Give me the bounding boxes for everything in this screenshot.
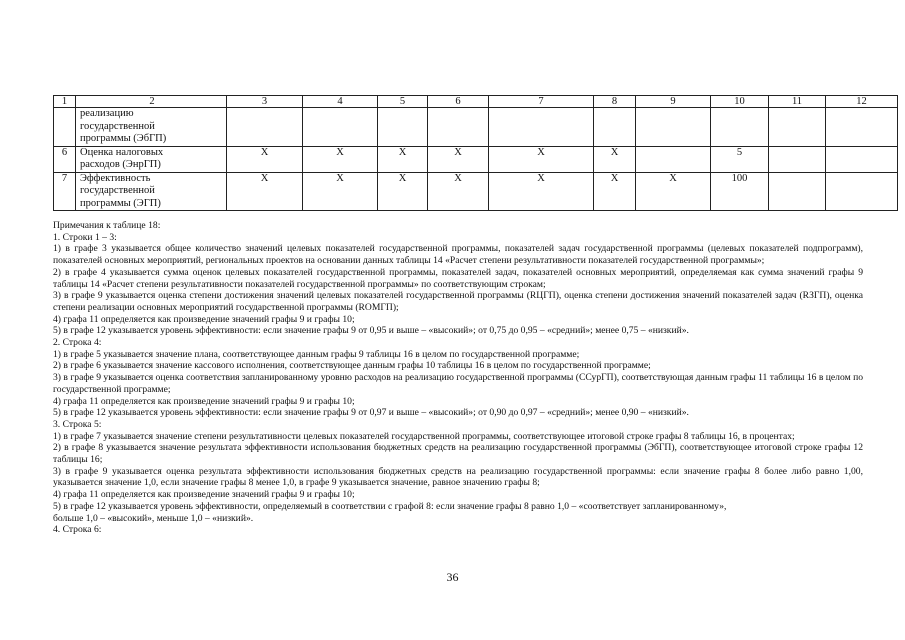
table-cell: X bbox=[303, 146, 378, 172]
table-cell bbox=[769, 172, 826, 211]
indicator-name-line: реализацию bbox=[80, 108, 134, 119]
table-cell: X bbox=[636, 172, 711, 211]
table-cell: X bbox=[303, 172, 378, 211]
table-cell bbox=[378, 108, 428, 147]
note-line: 4) графа 11 определяется как произведение значений графы 9 и графы 10; bbox=[53, 313, 355, 325]
note-line: 3) в графе 9 указывается оценка степени достижения значений целевых показателей государственной программы (RЦГП), оценка степени достижения значений показателей задач (RЗГП), оценка степени реализации основных мероприятий государственной программы (RОМГП); bbox=[53, 290, 863, 313]
row-number bbox=[54, 108, 76, 147]
table-header-row bbox=[54, 96, 898, 108]
column-header-7: 7 bbox=[489, 96, 594, 108]
column-header-1: 1 bbox=[54, 96, 76, 108]
table-cell: X bbox=[489, 146, 594, 172]
column-header-3: 3 bbox=[227, 96, 303, 108]
column-header-8: 8 bbox=[594, 96, 636, 108]
table-notes bbox=[53, 220, 863, 536]
indicator-name-line: расходов (ЭнрГП) bbox=[80, 159, 161, 170]
table-cell: X bbox=[378, 146, 428, 172]
column-header-4: 4 bbox=[303, 96, 378, 108]
note-line: 2) в графе 4 указывается сумма оценок целевых показателей государственной программы, показателей задач, показателей основных мероприятий, определяемая как сумма значений графы 9 таблицы 14 «Расчет степени результативности показателей государственной программы» по соответствующим строкам; bbox=[53, 266, 863, 290]
table-cell bbox=[227, 108, 303, 147]
table-cell bbox=[826, 146, 898, 172]
note-line: 3. Строка 5: bbox=[53, 418, 102, 430]
note-line: 3) в графе 9 указывается оценка результата эффективности использования бюджетных средств на реализацию государственной программы: если значение графы 8 более либо равно 1,00, указывается значение 1,0, если значение графы 8 менее 1,0, в графе 9 указывается значение, равное значению графы 8; bbox=[53, 465, 863, 489]
indicator-name-line: государственной bbox=[80, 185, 155, 196]
note-line: 2) в графе 6 указывается значение кассового исполнения, соответствующее данным графы 10 таблицы 16 в целом по государственной программе; bbox=[53, 360, 651, 372]
indicator-name bbox=[76, 146, 227, 172]
indicator-name-line: Эффективность bbox=[80, 172, 151, 184]
table-cell: X bbox=[489, 172, 594, 211]
row-number: 6 bbox=[54, 146, 76, 172]
table-cell bbox=[769, 108, 826, 147]
table-cell bbox=[428, 108, 489, 147]
table-cell bbox=[303, 108, 378, 147]
table-row bbox=[54, 146, 898, 172]
column-header-11: 11 bbox=[769, 96, 826, 108]
table-cell: X bbox=[227, 146, 303, 172]
note-line: 2. Строка 4: bbox=[53, 337, 102, 349]
table-cell bbox=[636, 108, 711, 147]
table-cell: X bbox=[594, 146, 636, 172]
column-header-9: 9 bbox=[636, 96, 711, 108]
note-line: 5) в графе 12 указывается уровень эффективности: если значение графы 9 от 0,97 и выше – «высокий»; от 0,90 до 0,97 – «средний»; менее 0,90 – «низкий». bbox=[53, 407, 689, 419]
note-line: 4) графа 11 определяется как произведение значений графы 9 и графы 10; bbox=[53, 489, 355, 501]
indicator-name-line: Оценка налоговых bbox=[80, 146, 164, 158]
table-cell: X bbox=[378, 172, 428, 211]
table-cell bbox=[826, 172, 898, 211]
note-line: 3) в графе 9 указывается оценка соответствия запланированному уровню расходов на реализацию государственной программы (ССурГП), соответствующая данным графы 11 таблицы 16 в целом по государственной программе; bbox=[53, 372, 863, 395]
table-cell bbox=[826, 108, 898, 147]
note-line: 1) в графе 7 указывается значение степени результативности целевых показателей государственной программы, соответствующее итоговой строке графы 8 таблицы 16, в процентах; bbox=[53, 430, 795, 442]
table-cell: X bbox=[227, 172, 303, 211]
table-row bbox=[54, 172, 898, 211]
note-line: 1. Строки 1 – 3: bbox=[53, 231, 117, 243]
row-number: 7 bbox=[54, 172, 76, 211]
note-line: 4. Строка 6: bbox=[53, 524, 102, 536]
column-header-5: 5 bbox=[378, 96, 428, 108]
table-cell bbox=[594, 108, 636, 147]
table-cell bbox=[636, 146, 711, 172]
table-cell bbox=[769, 146, 826, 172]
note-line: 4) графа 11 определяется как произведение значений графы 9 и графы 10; bbox=[53, 395, 355, 407]
note-line: 5) в графе 12 указывается уровень эффективности: если значение графы 9 от 0,95 и выше – «высокий»; от 0,75 до 0,95 – «средний»; менее 0,75 – «низкий». bbox=[53, 325, 689, 337]
column-header-10: 10 bbox=[711, 96, 769, 108]
indicator-name-line: программы (ЭбГП) bbox=[80, 133, 167, 144]
note-line: 1) в графе 3 указывается общее количество значений целевых показателей государственной программы, показателей задач государственной программы (целевых показателей подпрограмм), показателей основных мероприятий, региональных проектов на основании данных таблицы 14 «Расчет степени результативности показателей государственной программы»; bbox=[53, 243, 863, 267]
indicator-name bbox=[76, 172, 227, 211]
indicator-name-line: программы (ЭГП) bbox=[80, 197, 161, 209]
table-row bbox=[54, 108, 898, 147]
table-cell: X bbox=[428, 146, 489, 172]
column-header-6: 6 bbox=[428, 96, 489, 108]
note-line: 2) в графе 8 указывается значение результата эффективности использования бюджетных средств на реализацию государственной программы (ЭбГП), соответствующее итоговой строке графы 12 таблицы 16; bbox=[53, 442, 863, 466]
page-number: 36 bbox=[446, 570, 459, 584]
table-cell: X bbox=[428, 172, 489, 211]
note-line: 5) в графе 12 указывается уровень эффективности, определяемый в соответствии с графой 8: если значение графы 8 равно 1,0 – «соответствует запланированному», bbox=[53, 500, 727, 512]
note-line: Примечания к таблице 18: bbox=[53, 220, 161, 231]
table-cell: 100 bbox=[711, 172, 769, 211]
indicator-name bbox=[76, 108, 227, 147]
table-cell bbox=[711, 108, 769, 147]
evaluation-table bbox=[53, 95, 898, 211]
note-line: 1) в графе 5 указывается значение плана, соответствующее данным графы 9 таблицы 16 в целом по государственной программе; bbox=[53, 348, 580, 360]
note-line: больше 1,0 – «высокий», меньше 1,0 – «низкий». bbox=[53, 512, 254, 524]
column-header-2: 2 bbox=[76, 96, 227, 108]
table-cell: 5 bbox=[711, 146, 769, 172]
table-cell bbox=[489, 108, 594, 147]
indicator-name-line: государственной bbox=[80, 120, 155, 132]
table-cell: X bbox=[594, 172, 636, 211]
column-header-12: 12 bbox=[826, 96, 898, 108]
